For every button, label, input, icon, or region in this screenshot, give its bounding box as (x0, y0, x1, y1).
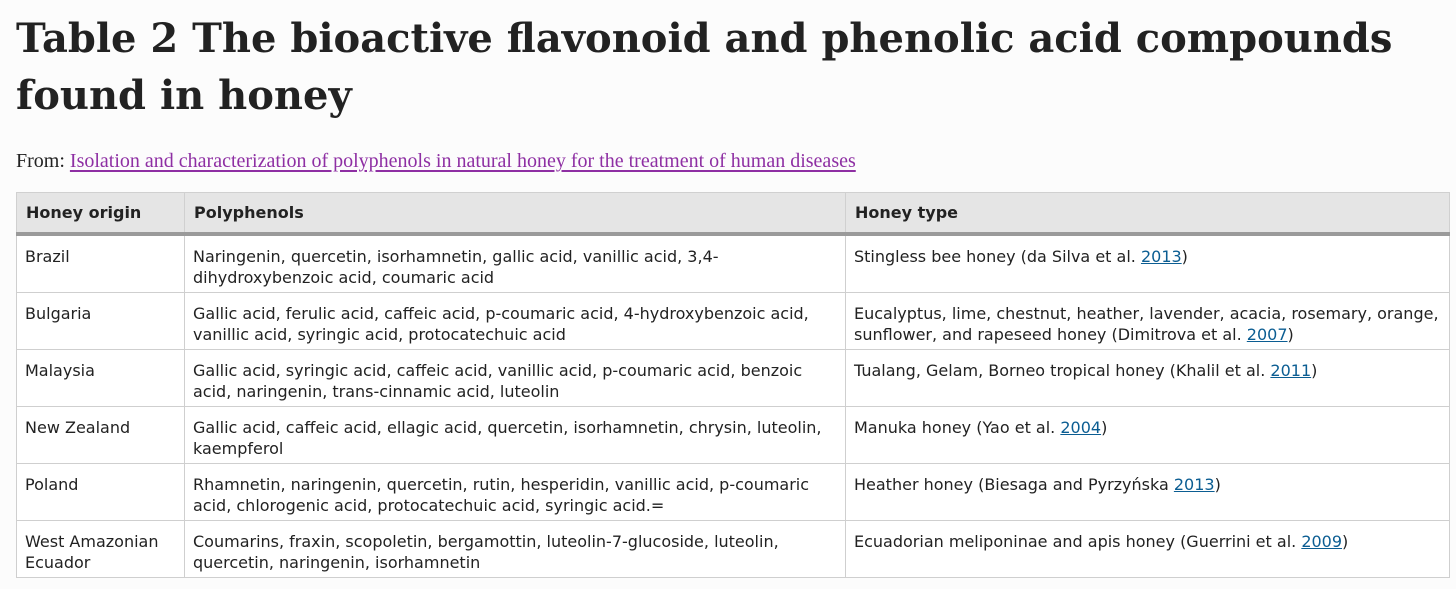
source-article-link[interactable]: Isolation and characterization of polyphenols in natural honey for the treatment of human diseases (69, 150, 856, 172)
cell-honey-type (846, 234, 1450, 293)
citation-year-link[interactable]: 2013 (1173, 475, 1215, 494)
citation-year-link[interactable]: 2009 (1301, 532, 1343, 551)
page-title: Table 2 The bioactive flavonoid and phenolic acid compounds found in honey (16, 15, 1393, 119)
article-page (16, 0, 1450, 572)
citation-year-link[interactable]: 2007 (1246, 325, 1288, 344)
cell-origin: West Amazonian Ecuador (17, 521, 185, 578)
cell-origin: Brazil (17, 234, 185, 293)
citation-year-link[interactable]: 2013 (1140, 247, 1182, 266)
citation-close: ) (1287, 325, 1294, 344)
column-header-honey-type: Honey type (846, 193, 1450, 235)
table-row (17, 350, 1450, 407)
citation-close: ) (1311, 361, 1318, 380)
cell-honey-type (846, 293, 1450, 350)
cell-honey-type (846, 464, 1450, 521)
cell-origin: Malaysia (17, 350, 185, 407)
cell-origin: Bulgaria (17, 293, 185, 350)
citation-close: ) (1342, 532, 1349, 551)
cell-origin: Poland (17, 464, 185, 521)
citation-year-link[interactable]: 2011 (1270, 361, 1312, 380)
citation-year-link[interactable]: 2004 (1060, 418, 1102, 437)
cell-honey-type (846, 521, 1450, 578)
citation-close: ) (1101, 418, 1108, 437)
cell-polyphenols: Gallic acid, ferulic acid, caffeic acid, p-coumaric acid, 4-hydroxybenzoic acid, vanillic acid, syringic acid, protocatechuic acid (185, 293, 846, 350)
cell-polyphenols: Naringenin, quercetin, isorhamnetin, gallic acid, vanillic acid, 3,4-dihydroxybenzoic acid, coumaric acid (185, 234, 846, 293)
cell-origin: New Zealand (17, 407, 185, 464)
citation-close: ) (1181, 247, 1188, 266)
honey-type-text: Eucalyptus, lime, chestnut, heather, lavender, acacia, rosemary, orange, sunflower, and rapeseed honey (Dimitrova et al. (854, 304, 1439, 344)
table-row (17, 521, 1450, 578)
cell-polyphenols: Gallic acid, syringic acid, caffeic acid, vanillic acid, p-coumaric acid, benzoic acid, naringenin, trans-cinnamic acid, luteolin (185, 350, 846, 407)
column-header-honey-origin: Honey origin (17, 193, 185, 235)
compounds-table (16, 192, 1450, 578)
table-header-row (17, 193, 1450, 235)
honey-type-text: Ecuadorian meliponinae and apis honey (Guerrini et al. (854, 532, 1297, 551)
cell-polyphenols: Coumarins, fraxin, scopoletin, bergamottin, luteolin-7-glucoside, luteolin, quercetin, naringenin, isorhamnetin (185, 521, 846, 578)
cell-honey-type (846, 407, 1450, 464)
column-header-polyphenols: Polyphenols (185, 193, 846, 235)
cell-polyphenols: Rhamnetin, naringenin, quercetin, rutin, hesperidin, vanillic acid, p-coumaric acid, chlorogenic acid, protocatechuic acid, syringic acid.= (185, 464, 846, 521)
source-line (16, 149, 1450, 173)
cell-polyphenols: Gallic acid, caffeic acid, ellagic acid, quercetin, isorhamnetin, chrysin, luteolin, kaempferol (185, 407, 846, 464)
honey-type-text: Manuka honey (Yao et al. (854, 418, 1056, 437)
honey-type-text: Stingless bee honey (da Silva et al. (854, 247, 1136, 266)
table-row (17, 407, 1450, 464)
honey-type-text: Tualang, Gelam, Borneo tropical honey (Khalil et al. (854, 361, 1266, 380)
table-row (17, 234, 1450, 293)
honey-type-text: Heather honey (Biesaga and Pyrzyńska (854, 475, 1169, 494)
citation-close: ) (1214, 475, 1221, 494)
table-row (17, 293, 1450, 350)
from-label: From: (16, 150, 65, 172)
table-row (17, 464, 1450, 521)
cell-honey-type (846, 350, 1450, 407)
